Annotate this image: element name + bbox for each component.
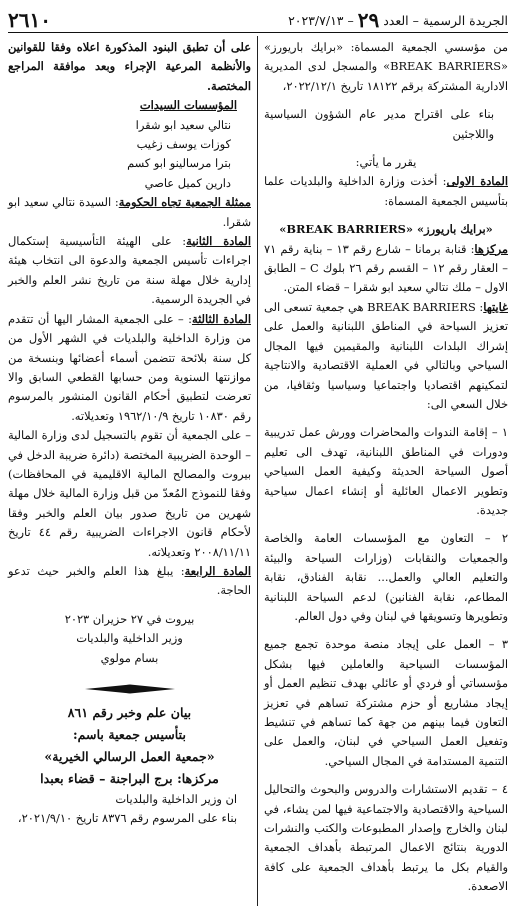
decree-line: بناء على المرسوم رقم ٨٣٧٦ تاريخ ٢٠٢١/٩/١٠،	[17, 811, 237, 826]
signature-title: وزير الداخلية والبلديات	[76, 631, 183, 646]
goal-point-4: ٤ – تقديم الاستشارات والدروس والبحوث والتحاليل السياحية والاقتصادية والاجتماعية فيها لمن يشاء، في لبنان والخارج وإصدار المطبوعات والكتب والنشرات الدورية بنتائج الاعمال المرتبطة بأهداف الجمعية والقيام بكل ما يرتبط بأهداف الجمعية على كافة الاصعدة.	[264, 782, 508, 894]
article-3-title: المادة الثالثة	[191, 311, 251, 326]
goal-point-2: ٢ – التعاون مع المؤسسات العامة والخاصة والجمعيات والنقابات (وزارات السياحة والبيئة والتعليم العالي والعمل... نقابة الفنادق، نقابة المطاعم، نقابة الفنانين) لدعم السياحة اللبنانية وتطويرها وتسويقها في لبنان وفي دول العالم.	[264, 531, 508, 623]
column-divider	[257, 36, 258, 906]
article-1-title: المادة الاولى	[446, 174, 508, 189]
page-number: ٢٦١٠	[8, 8, 51, 32]
article-1-text: : أخذت وزارة الداخلية والبلديات علما بتأسيس الجمعية المسماة:	[264, 174, 508, 208]
goals-title: غايتها	[483, 299, 508, 314]
issue-date: – ٢٠٢٣/٧/١٣	[288, 13, 354, 28]
founder-name: بترا مرسالينو ابو كسم	[127, 156, 231, 171]
representative-text: : السيدة نتالي سعيد ابو شقرا.	[8, 195, 251, 229]
minister-line: ان وزير الداخلية والبلديات	[115, 792, 237, 806]
article-2-title: المادة الثانية	[186, 234, 251, 249]
association-name: «برايك باريورز» «BREAK BARRIERS»	[279, 222, 493, 237]
founder-name: نتالي سعيد ابو شقرا	[135, 117, 231, 132]
headquarters-text: : قنابة برمانا – شارع رقم ١٣ – بناية رقم ٧١ – العقار رقم ١٢ – القسم رقم ٢٦ بلوك C – الطابق الاول – ملك نتالي سعيد ابو شقرا – قضاء المتن.	[264, 241, 508, 295]
header-rule	[8, 32, 508, 33]
founder-name: كوزات يوسف زغيب	[136, 137, 231, 152]
conditions-paragraph: على أن تطبق البنود المذكورة اعلاه وفقا للقوانين والأنظمة المرعية الإجراء وبعد موافقة المراجع المختصة.	[8, 40, 251, 93]
right-column	[264, 38, 508, 897]
founder-name: دارين كميل عاصي	[144, 175, 231, 190]
signature-date: بيروت في ٢٧ حزيران ٢٠٢٣	[64, 611, 195, 626]
goal-point-3: ٣ – العمل على إيجاد منصة موحدة تجمع جميع المؤسسات السياحية والعاملين فيها بشكل مؤسساتي أو فردي أو عائلي بهدف تنظيم العمل أو إيجاد مشاريع أو حزم مشتركة تساهم في تعزيز التعاون فيما بينهم من جهة كما تساهم في تنشيط وتفعيل العمل السياحي في لبنان، والعمل على التنمية المستدامة في المجال السياحي.	[264, 637, 508, 768]
headquarters-title: مركزها	[474, 241, 508, 256]
goals-text: : BREAK BARRIERS هي جمعية تسعى الى تعزيز السياحة في المناطق اللبنانية والعمل على إشراك البلدات اللبنانية والمقيمين فيها المجال السياحي وبالتالي في العملية الاقتصادية والانتاجية لتمكينهم اقتصاديا واجتماعيا وسياسيا وثقافيا، من خلال السعي الى:	[264, 299, 508, 411]
issue-number: ٢٩	[357, 8, 380, 32]
decides-heading: يقرر ما يأتي:	[355, 155, 417, 170]
intro-paragraph: من مؤسسي الجمعية المسماة: «برايك باريورز» «BREAK BARRIERS» والمسجل لدى المديرية الادارية المشتركة برقم ١٨١٢٢ تاريخ ٢٠٢٢/١٢/١،	[264, 40, 509, 93]
signature-name: بسام مولوي	[100, 650, 159, 665]
notice-association-name: «جمعية العمل الرسالي الخيرية»	[44, 749, 215, 764]
article-4-title: المادة الرابعة	[184, 563, 252, 578]
article-3-tax: – على الجمعية أن تقوم بالتسجيل لدى وزارة المالية – الوحدة الضريبية المختصة (دائرة ضريبة الدخل في بيروت والمصالح المالية الاقليمية في المحافظات) وفقا للنموذج المُعدّ من قبل وزارة المالية خلال مهلة شهرين من تاريخ صدور بيان العلم والخبر وفقا لأحكام قانون الاجراءات الضريبية رقم ٤٤ تاريخ ٢٠٠٨/١١/١١ وتعديلاته.	[8, 428, 251, 559]
article-1	[264, 172, 508, 211]
article-4	[8, 562, 251, 601]
representative-title: ممثلة الجمعية تجاه الحكومة	[118, 195, 251, 210]
article-3	[8, 310, 251, 426]
article-4-text: : يبلغ هذا العلم والخبر حيث تدعو الحاجة.	[8, 563, 251, 598]
founders-list	[8, 116, 251, 194]
government-representative	[8, 193, 251, 232]
notice-subheading: بتأسيس جمعية باسم:	[73, 727, 186, 742]
article-2-text: : على الهيئة التأسيسية إستكمال اجراءات تأسيس الجمعية والدعوة الى انتخاب هيئة إدارية خلال مهلة سنة من تاريخ نشر العلم والخبر في الجريدة الرسمية.	[8, 234, 251, 307]
article-2	[8, 232, 251, 310]
page-header	[8, 8, 508, 30]
left-column	[8, 38, 251, 829]
goals	[264, 298, 508, 414]
goal-point-1: ١ – إقامة الندوات والمحاضرات وورش عمل تدريبية ودورات في المناطق اللبنانية، تهدف الى تعليم أصول السياحة الحديثة وكيفية العمل السياحي وتطوير الاعمال العائلية أو إنشاء اعمال سياحية جديدة.	[264, 425, 508, 517]
notice-heading: بيان علم وخبر رقم ٨٦١	[67, 705, 192, 720]
headquarters	[264, 240, 508, 298]
notice-headquarters: مركزها: برج البراجنة – قضاء بعبدا	[40, 771, 219, 786]
article-3-text: : – على الجمعية المشار اليها أن تتقدم من وزارة الداخلية والبلديات في الشهر الأول من كل سنة بلائحة تتضمن أسماء أعضائها وبنسخة من موازنتها السنوية ومن حسابها القطعي السابق والا تعرضت لتطبيق أحكام القانون المنشور بالمرسوم رقم ١٠٨٣٠ تاريخ ١٩٦٢/١٠/٩ وتعديلاته.	[8, 311, 251, 423]
journal-header	[288, 8, 508, 32]
section-divider	[8, 682, 251, 696]
journal-name: الجريدة الرسمية – العدد	[383, 13, 508, 28]
based-on-paragraph: بناء على اقتراح مدير عام الشؤون السياسية واللاجئين	[264, 107, 494, 141]
founders-title: المؤسسات السيدات	[139, 98, 237, 113]
